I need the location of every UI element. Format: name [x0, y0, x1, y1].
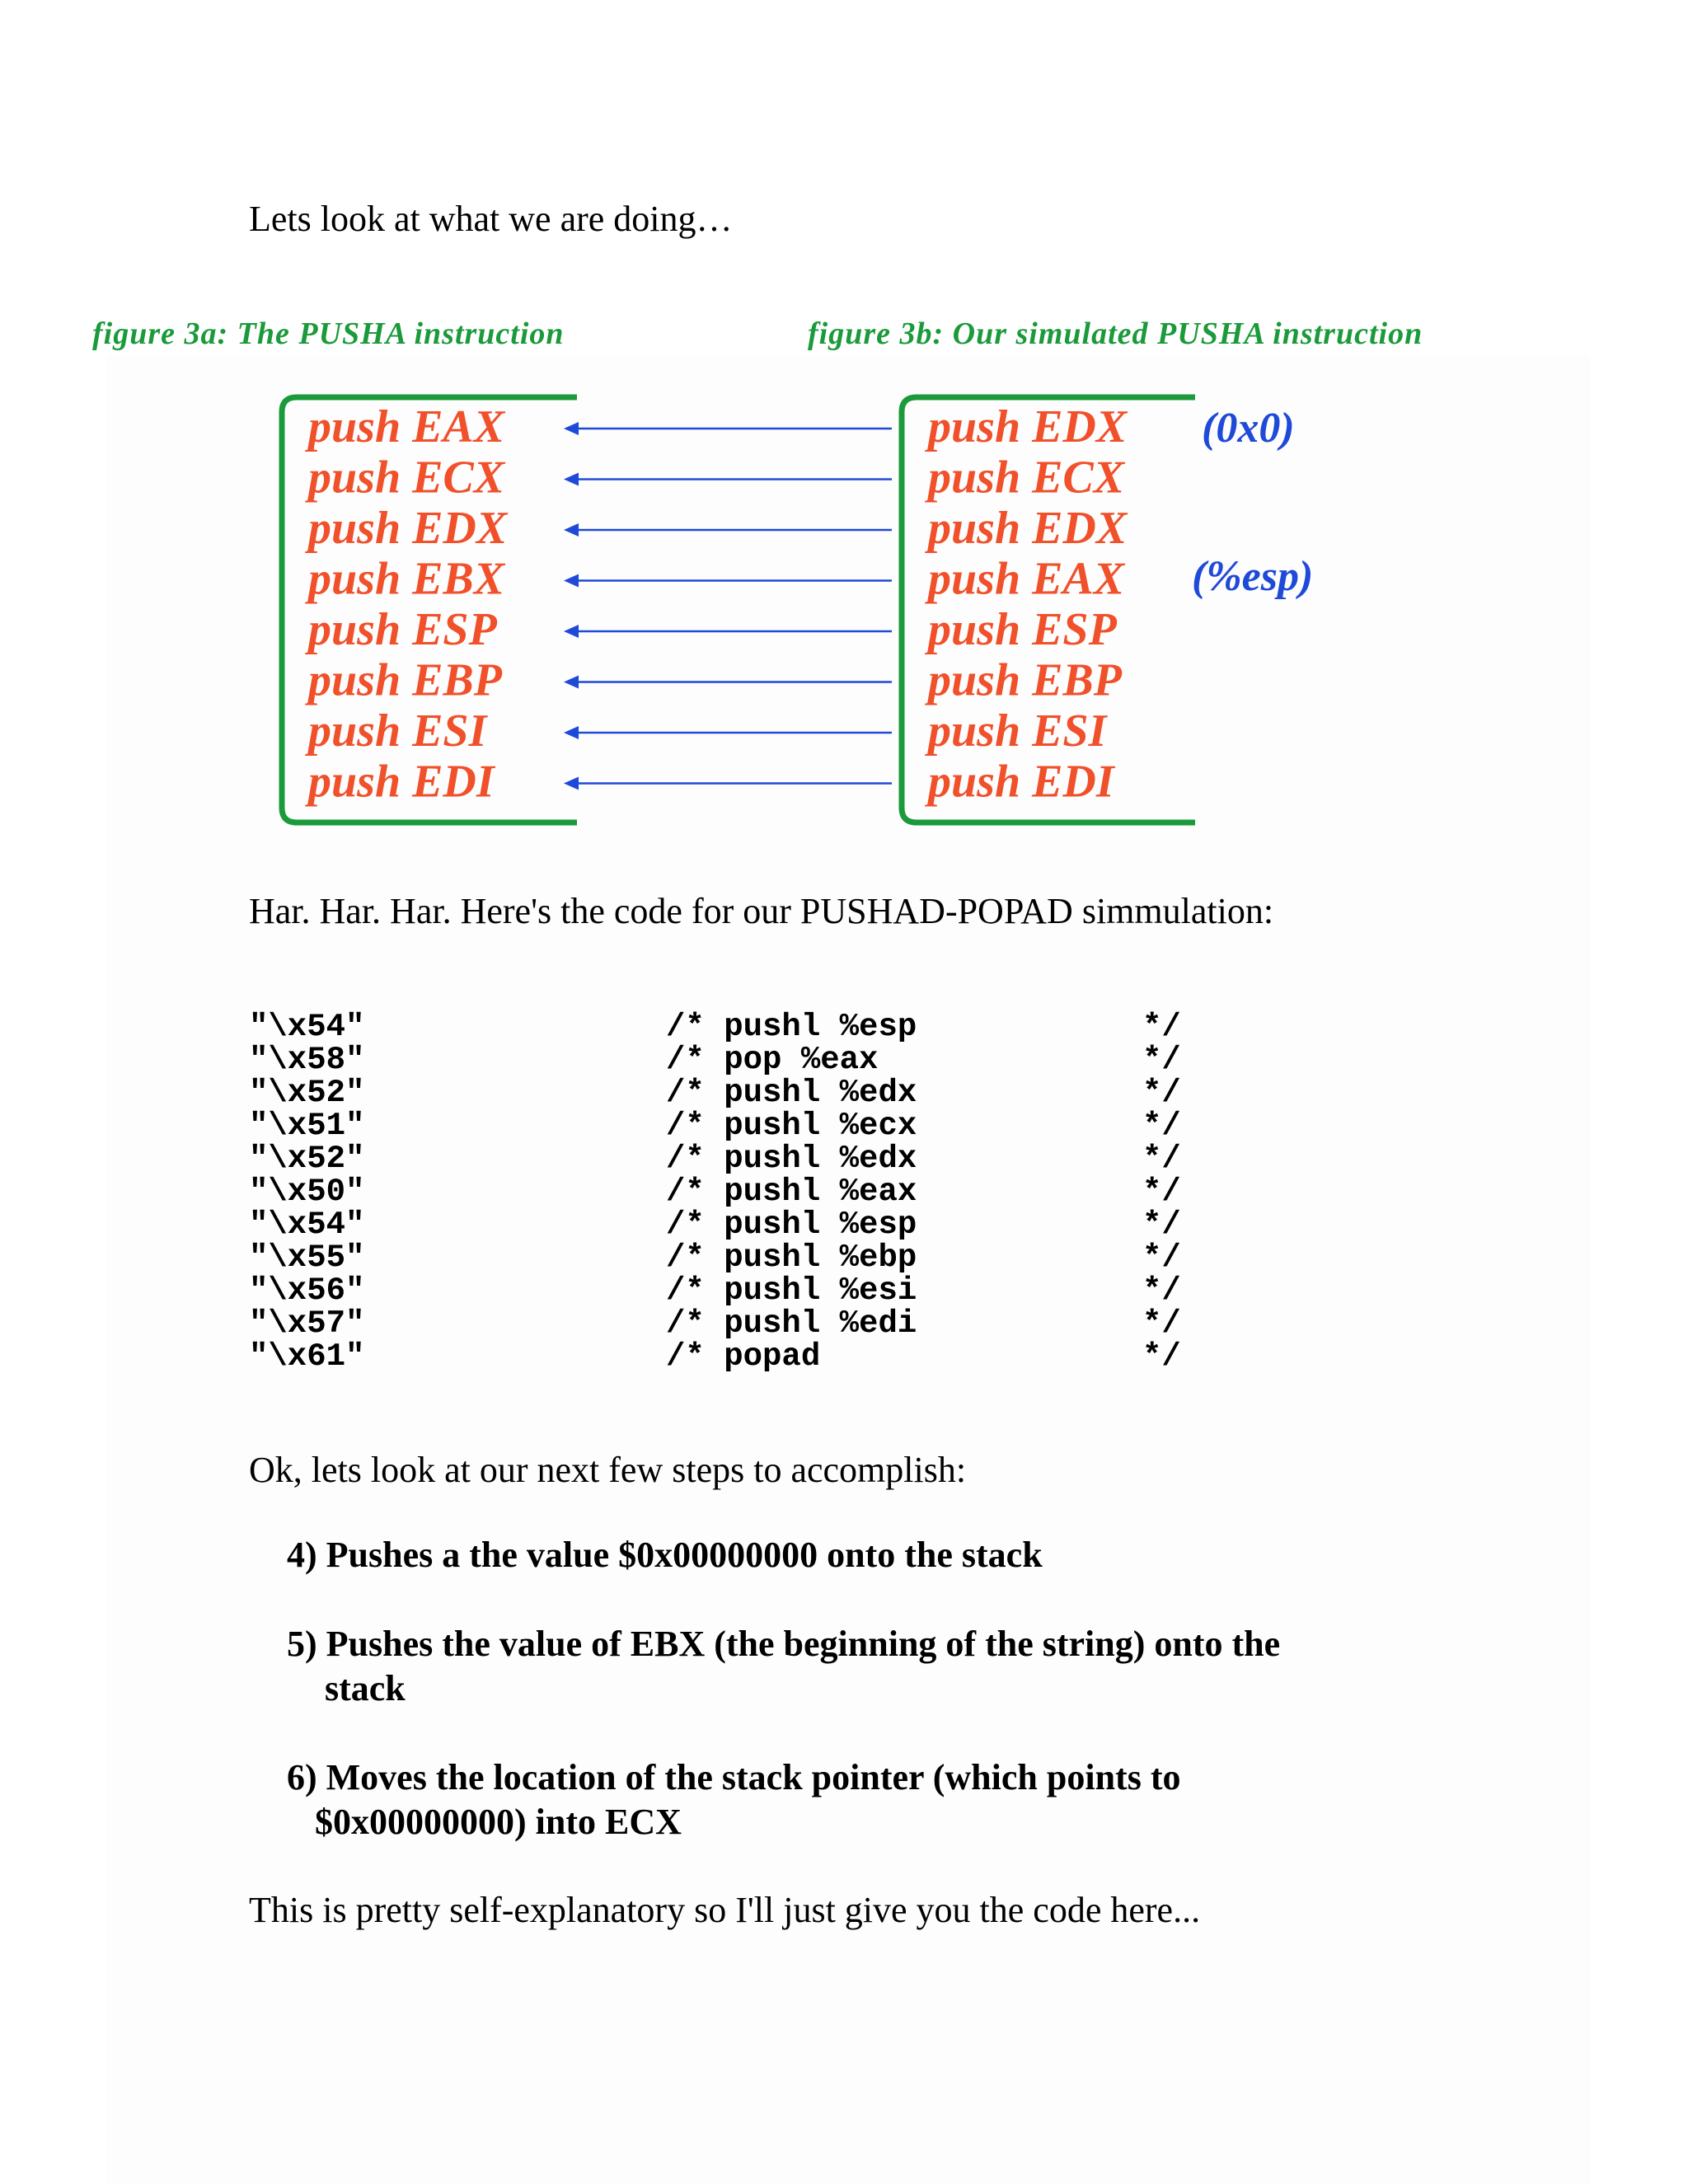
code-comment: /* pop %eax [666, 1042, 879, 1078]
step-6 [287, 1755, 1180, 1844]
code-comment-close: */ [1142, 1207, 1181, 1243]
pusha-diagram [0, 0, 1688, 865]
step-5-line-2: stack [325, 1668, 406, 1708]
figure-3a-item: push EDI [308, 756, 495, 808]
step-6-line-2: $0x00000000) into ECX [315, 1802, 682, 1842]
code-comment-close: */ [1142, 1141, 1181, 1177]
code-comment-close: */ [1142, 1272, 1181, 1309]
figure-3a-item: push EBP [308, 654, 502, 706]
code-comment: /* pushl %esp [666, 1207, 917, 1243]
note-0x0: (0x0) [1202, 405, 1295, 452]
code-comment: /* pushl %ecx [666, 1108, 917, 1144]
step-4 [287, 1533, 1043, 1577]
code-byte: "\x52" [249, 1141, 365, 1177]
code-comment: /* pushl %eax [666, 1174, 917, 1210]
code-comment: /* popad [666, 1338, 821, 1375]
figure-3b-items [925, 401, 1128, 808]
step-5-line-1: 5) Pushes the value of EBX (the beginning of the string) onto the [287, 1624, 1281, 1664]
figure-3b-item: push ECX [928, 452, 1125, 504]
code-byte: "\x54" [249, 1009, 365, 1045]
code-byte: "\x61" [249, 1338, 365, 1375]
figure-3a-items [305, 401, 509, 808]
intro-text: Lets look at what we are doing… [249, 199, 733, 239]
code-byte: "\x54" [249, 1207, 365, 1243]
code-byte: "\x50" [249, 1174, 365, 1210]
mapping-arrow-head [564, 676, 579, 689]
mapping-arrow-head [564, 777, 579, 790]
code-comment: /* pushl %esi [666, 1272, 917, 1309]
mapping-arrow-head [564, 726, 579, 739]
figure-3a-caption: figure 3a: The PUSHA instruction [92, 316, 565, 351]
code-comment: /* pushl %edx [666, 1075, 917, 1111]
steps-intro-text: Ok, lets look at our next few steps to accomplish: [249, 1450, 967, 1490]
code-byte: "\x57" [249, 1305, 365, 1342]
figure-3a-item: push ESI [308, 705, 487, 757]
mapping-arrow-head [564, 473, 579, 486]
figure-3a-item: push ECX [308, 452, 505, 504]
figure-3a-item: push EDX [308, 503, 508, 554]
code-comment: /* pushl %ebp [666, 1240, 917, 1276]
code-byte: "\x55" [249, 1240, 365, 1276]
mapping-arrow-head [564, 422, 579, 435]
mapping-arrows [564, 422, 892, 790]
figure-3b-item: push EDX [928, 401, 1128, 452]
figure-3b-item: push ESI [928, 705, 1107, 757]
figure-3a-item: push ESP [308, 604, 497, 655]
mapping-arrow-head [564, 523, 579, 537]
step-4-text: 4) Pushes a the value $0x00000000 onto the stack [287, 1535, 1043, 1575]
code-bytes-column [249, 1010, 364, 1373]
figure-3a-item: push EBX [308, 553, 505, 605]
code-byte: "\x51" [249, 1108, 365, 1144]
code-comment-close: */ [1142, 1305, 1181, 1342]
code-comment-close: */ [1142, 1174, 1181, 1210]
mapping-arrow-head [564, 574, 579, 588]
note-esp: (%esp) [1192, 553, 1314, 600]
code-comment-close: */ [1142, 1108, 1181, 1144]
code-comment-close: */ [1142, 1240, 1181, 1276]
code-byte: "\x58" [249, 1042, 365, 1078]
figure-3b-item: push EBP [928, 654, 1122, 706]
figure-3b-item: push EDI [928, 756, 1114, 808]
code-comments-column [666, 1010, 917, 1373]
figure-3b-item: push EDX [928, 503, 1128, 554]
code-comment: /* pushl %edx [666, 1141, 917, 1177]
code-comment: /* pushl %edi [666, 1305, 917, 1342]
code-comment-close: */ [1142, 1042, 1181, 1078]
code-comment-close: */ [1142, 1009, 1181, 1045]
step-6-line-1: 6) Moves the location of the stack pointer (which points to [287, 1757, 1181, 1797]
code-comment-close: */ [1142, 1075, 1181, 1111]
code-comment: /* pushl %esp [666, 1009, 917, 1045]
figure-3b-caption: figure 3b: Our simulated PUSHA instruction [808, 316, 1423, 351]
code-intro-text: Har. Har. Har. Here's the code for our PUSHAD-POPAD simmulation: [249, 891, 1274, 931]
figure-3a-item: push EAX [308, 401, 505, 452]
mapping-arrow-head [564, 625, 579, 638]
code-comment-close: */ [1142, 1338, 1181, 1375]
figure-3b-item: push ESP [928, 604, 1117, 655]
code-byte: "\x52" [249, 1075, 365, 1111]
figure-3b-item: push EAX [928, 553, 1125, 605]
code-byte: "\x56" [249, 1272, 365, 1309]
outro-text: This is pretty self-explanatory so I'll just give you the code here... [249, 1890, 1201, 1930]
step-5 [287, 1622, 1280, 1711]
code-closers-column [1142, 1010, 1181, 1373]
